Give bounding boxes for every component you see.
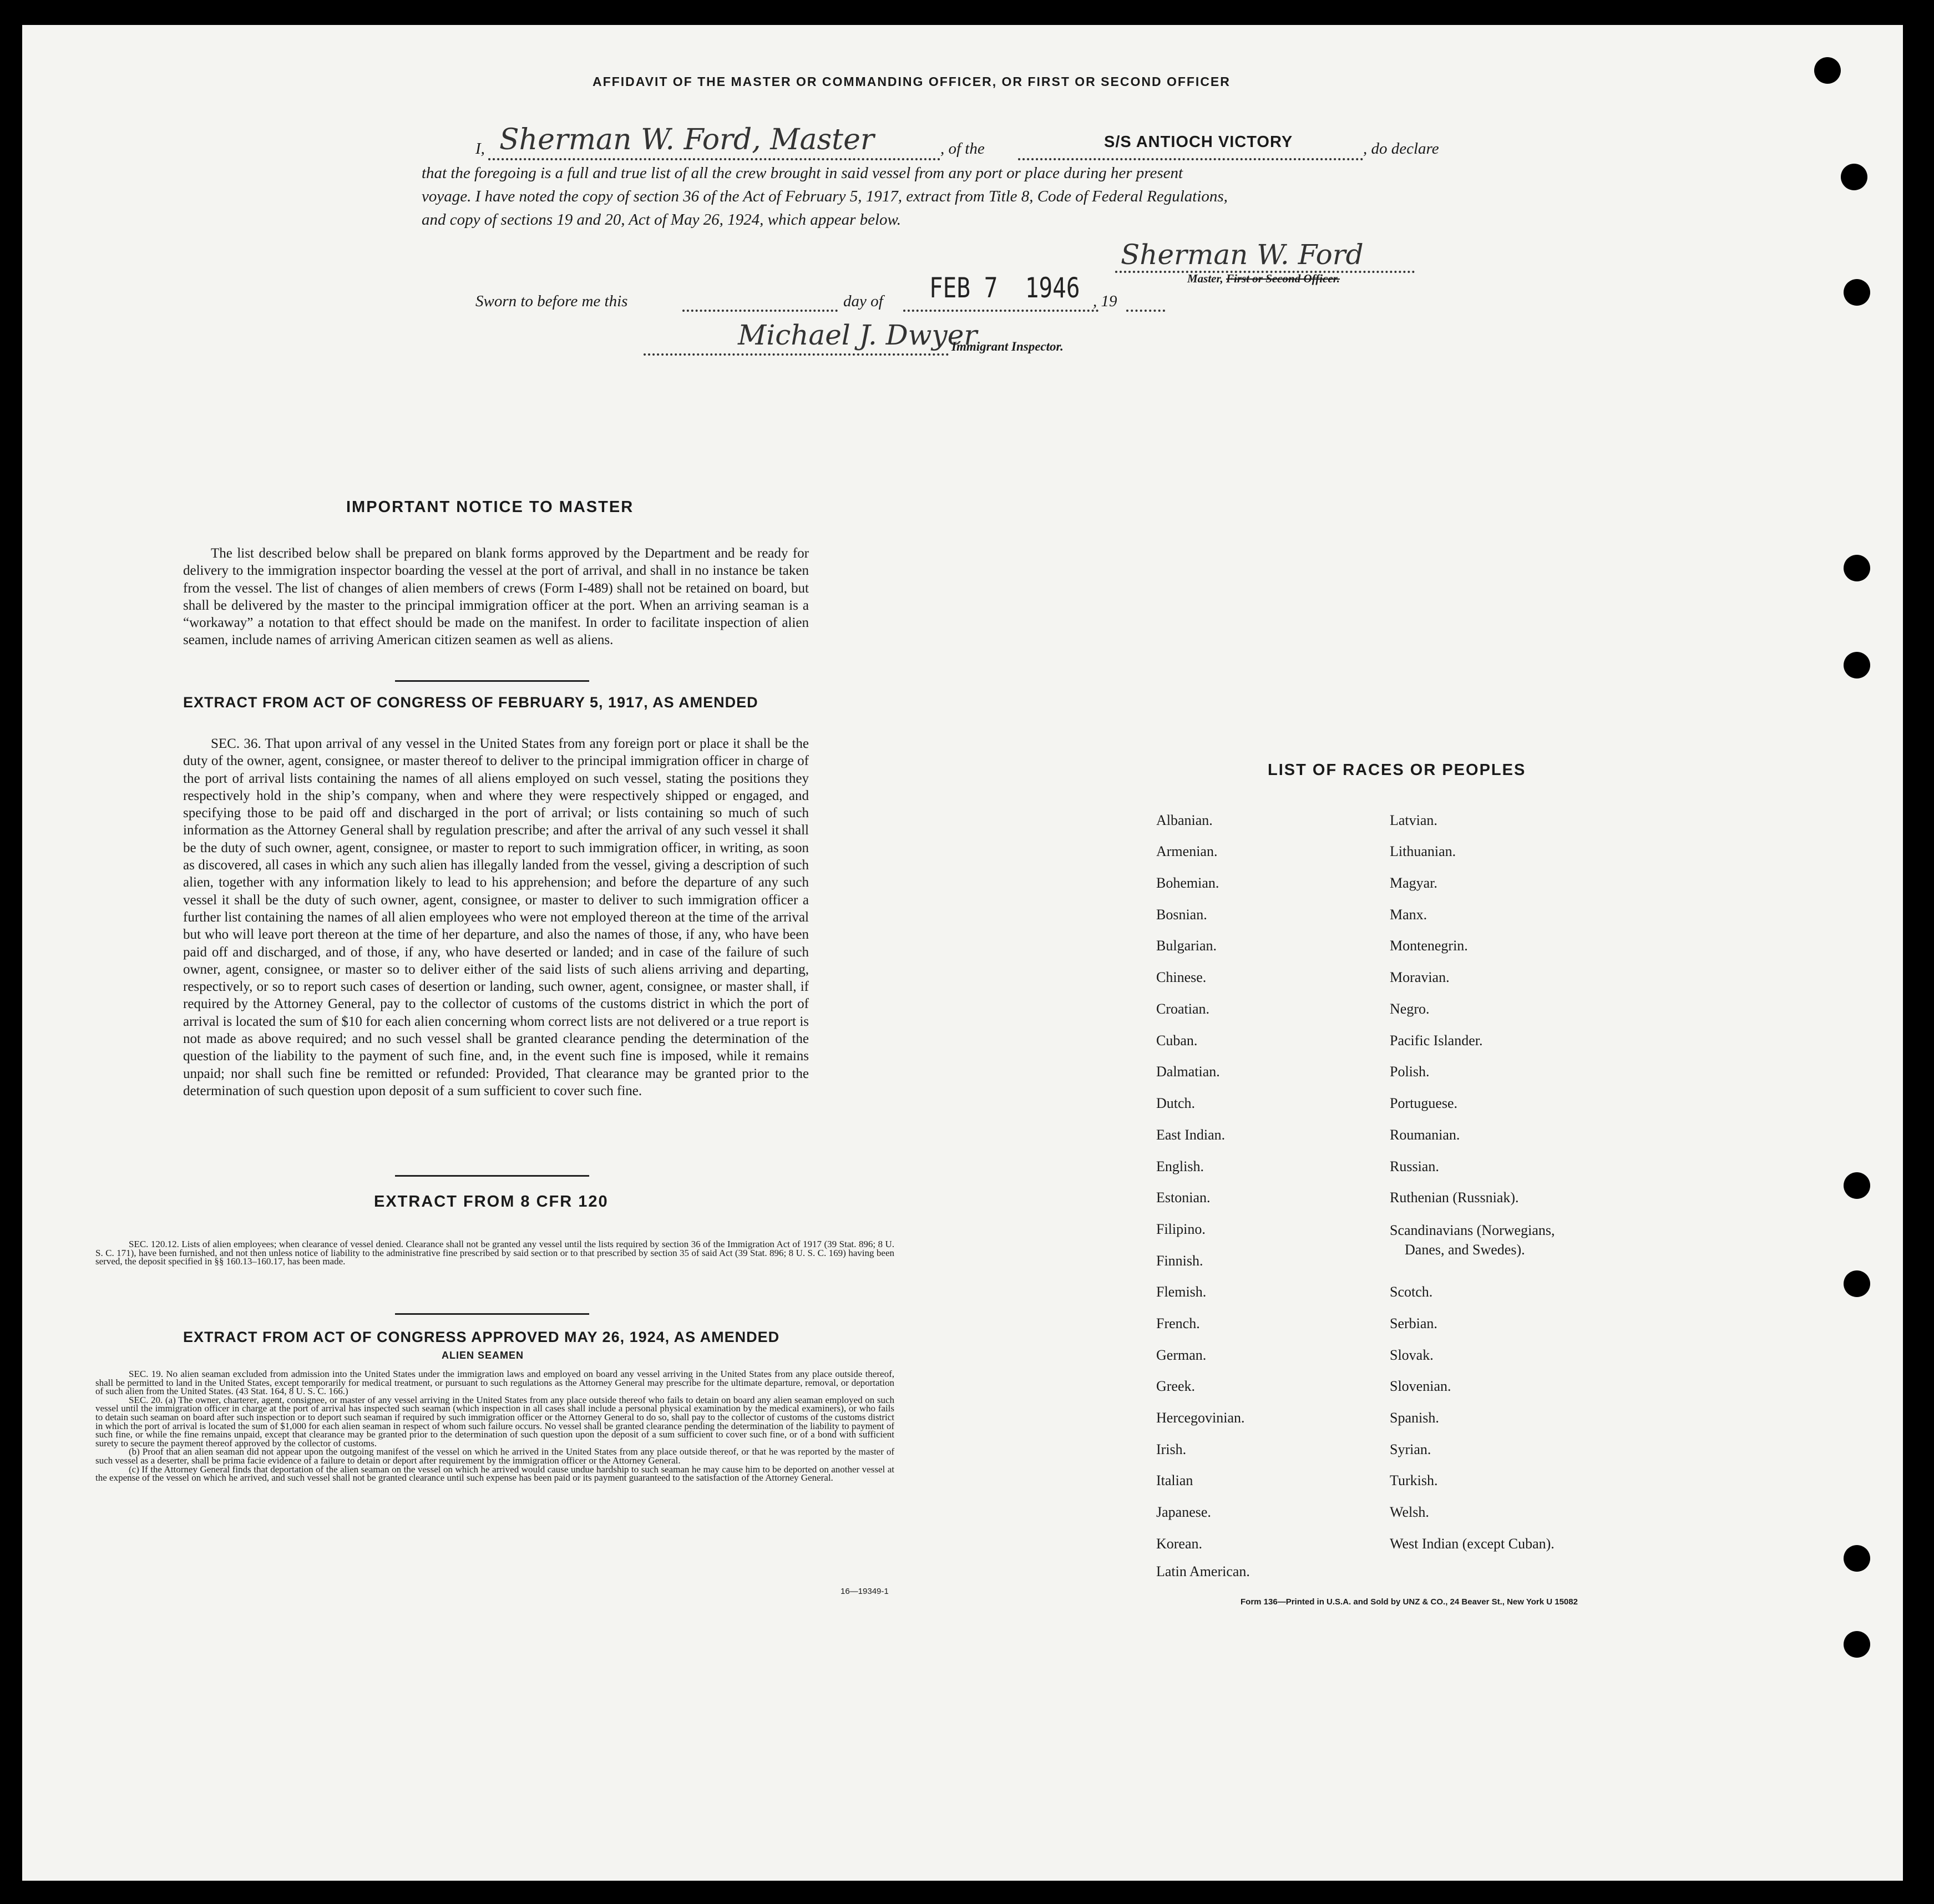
- inspector-signature: Michael J. Dwyer: [738, 319, 978, 351]
- divider-3: [395, 1313, 589, 1315]
- master-name-line: [488, 158, 940, 160]
- sec-20b: (b) Proof that an alien seaman did not appear upon the outgoing manifest of the vessel on which he arrived in the United States from any place outside thereof, or that he was reported by the master of such vessel as a deserter, shall be prima facie evidence of a failure to detain or deport after requirement by the immigration officer or the Attorney General.: [95, 1446, 894, 1466]
- race-item: Polish.: [1390, 1064, 1430, 1080]
- race-item: Roumanian.: [1390, 1127, 1460, 1143]
- vessel-name-line: [1018, 158, 1363, 160]
- signer-title: [1187, 272, 1340, 286]
- date-stamp: FEB 7 1946: [929, 272, 1080, 304]
- race-item: Moravian.: [1390, 969, 1450, 985]
- race-item: West Indian (except Cuban).: [1390, 1536, 1555, 1552]
- day-of-label: day of: [843, 292, 883, 310]
- inspector-signature-line: [644, 353, 949, 356]
- punch-hole-3: [1844, 279, 1870, 306]
- inspector-title: Immigrant Inspector.: [951, 340, 1064, 353]
- race-item: Manx.: [1390, 907, 1427, 923]
- sworn-day-line: [682, 310, 838, 312]
- sec-20a: SEC. 20. (a) The owner, charterer, agent, consignee, or master of any vessel arriving in the United States from any place outside thereof who fails to detain on board any alien seaman employed on such vessel until the immigration officer in charge at the port of arrival has inspected such seaman (which inspection in all cases shall include a personal physical examination by the medical examiners), or who fails to detain such seaman on board after such inspection or to deport such seaman if required by such immigration officer or the Attorney General to do so, shall pay to the collector of customs of the customs district in which the port of arrival is located the sum of $1,000 for each alien seaman in respect of whom such failure occurs. No vessel shall be granted clearance pending the determination of the liability to payment of such fine, or while the fine remains unpaid, except that clearance may be granted prior to the determination of such question upon the deposit of a sum sufficient to cover such fine, or of a bond with sufficient surety to secure the payment thereof approved by the collector of customs.: [95, 1394, 894, 1449]
- race-item: Slovak.: [1390, 1347, 1434, 1363]
- race-item: Turkish.: [1390, 1472, 1438, 1488]
- punch-hole-1: [1814, 57, 1841, 84]
- races-title: LIST OF RACES OR PEOPLES: [1268, 761, 1526, 779]
- race-item: Japanese.: [1156, 1504, 1211, 1520]
- sworn-year-line: [1126, 310, 1165, 312]
- race-item: Ruthenian (Russniak).: [1390, 1189, 1519, 1206]
- race-item: Armenian.: [1156, 843, 1218, 859]
- affidavit-title: AFFIDAVIT OF THE MASTER OR COMMANDING OFFICER, OR FIRST OR SECOND OFFICER: [593, 74, 1231, 89]
- race-item: East Indian.: [1156, 1127, 1226, 1143]
- race-item: Korean.: [1156, 1536, 1203, 1552]
- do-declare-label: , do declare: [1363, 140, 1439, 158]
- race-item: Bohemian.: [1156, 875, 1219, 891]
- extract-1917-body: SEC. 36. That upon arrival of any vessel in the United States from any foreign port or place it shall be the duty of the owner, agent, consignee, or master thereof to deliver to the principal immigration officer in charge of the port of arrival lists containing the names of all aliens employed on such vessel, stating the positions they respectively hold in the ship’s company, when and where they were respectively shipped or engaged, and specifying those to be paid off and discharged in the port of arrival; or lists containing so much of such information as the Attorney General shall by regulation prescribe; and after the arrival of any such vessel it shall be the duty of such owner, agent, consignee, or master to report to such immigration officer, in writing, as soon as discovered, all cases in which any such alien has illegally landed from the vessel, giving a description of such alien, together with any information likely to lead to his apprehension; and before the departure of any such vessel it shall be the duty of such owner, agent, consignee, or master to deliver to such immigration officer a further list containing the names of all alien employees who were not employed thereon at the time of the arrival but who will leave port thereon at the time of her departure, and also the names of those, if any, who have been paid off and discharged, and of those, if any, who have deserted or landed; and in case of the failure of such owner, agent, consignee, or master so to deliver either of the said lists of such aliens arriving and departing, respectively, or so to report such cases of desertion or landing, such owner, agent, consignee, or master shall, if required by the Attorney General, pay to the collector of customs of the customs district in which the port of arrival is located the sum of $10 for each alien concerning whom correct lists are not delivered or a true report is not made as above required; and no such vessel shall be granted clearance pending the determination of the question of the liability to the payment of such fine, and, in the event such fine is imposed, while it remains unpaid; nor shall such fine be remitted or refunded: Provided, That clearance may be granted prior to the determination of such question upon deposit of a sum sufficient to cover such fine.: [183, 736, 809, 1098]
- affidavit-i-label: I,: [475, 140, 485, 158]
- year-prefix: , 19: [1093, 292, 1117, 310]
- master-name-signature: Sherman W. Ford, Master: [499, 123, 874, 156]
- race-item: Flemish.: [1156, 1284, 1207, 1300]
- race-item: Spanish.: [1390, 1410, 1439, 1426]
- race-item: Latvian.: [1390, 812, 1437, 828]
- sworn-month-line: [903, 310, 1098, 312]
- printer-footer: Form 136—Printed in U.S.A. and Sold by UNZ & CO., 24 Beaver St., New York U 15082: [1241, 1597, 1578, 1607]
- race-item: Lithuanian.: [1390, 843, 1456, 859]
- extract-cfr-title: EXTRACT FROM 8 CFR 120: [374, 1193, 609, 1211]
- race-item: Pacific Islander.: [1390, 1032, 1483, 1049]
- sec-19: SEC. 19. No alien seaman excluded from admission into the United States under the immigration laws and employed on board any vessel arriving in the United States from any place outside thereof, shall be permitted to land in the United States, except temporarily for medical treatment, or pursuant to such regulations as the Attorney General may prescribe for the ultimate departure, removal, or deportation of such alien from the United States. (43 Stat. 164, 8 U. S. C. 166.): [95, 1369, 894, 1397]
- vessel-name: S/S ANTIOCH VICTORY: [1104, 133, 1293, 151]
- punch-hole-7: [1844, 1270, 1870, 1297]
- sec-20c: (c) If the Attorney General finds that deportation of the alien seaman on the vessel on which he arrived would cause undue hardship to such seaman he may cause him to be deported on another vessel at the expense of the vessel on which he arrived, and such vessel shall not be granted clearance until such expense has been paid or its payment guaranteed to the satisfaction of the Attorney General.: [95, 1464, 894, 1483]
- race-item: Chinese.: [1156, 969, 1207, 985]
- extract-1924-title: EXTRACT FROM ACT OF CONGRESS APPROVED MAY 26, 1924, AS AMENDED: [183, 1329, 780, 1345]
- affidavit-line-4: and copy of sections 19 and 20, Act of May 26, 1924, which appear below.: [422, 211, 901, 229]
- race-item: English.: [1156, 1158, 1204, 1174]
- signer-title-struck: First or Second Officer.: [1226, 272, 1340, 285]
- affidavit-line-2: that the foregoing is a full and true list of all the crew brought in said vessel from any port or place during her present: [422, 164, 1183, 182]
- affidavit-line-3: voyage. I have noted the copy of section 36 of the Act of February 5, 1917, extract from Title 8, Code of Federal Regulations,: [422, 188, 1228, 205]
- form-code: 16—19349-1: [841, 1587, 889, 1596]
- signer-title-master: Master,: [1187, 272, 1227, 285]
- punch-hole-9: [1844, 1631, 1870, 1658]
- divider-2: [395, 1175, 589, 1177]
- race-item: Bulgarian.: [1156, 938, 1217, 954]
- race-item: Latin American.: [1156, 1563, 1250, 1579]
- of-the-label: , of the: [940, 140, 985, 158]
- race-item: Dutch.: [1156, 1095, 1196, 1111]
- notice-title: IMPORTANT NOTICE TO MASTER: [346, 498, 634, 516]
- race-item: Magyar.: [1390, 875, 1437, 891]
- punch-hole-8: [1844, 1545, 1870, 1572]
- race-item: Montenegrin.: [1390, 938, 1468, 954]
- race-item: Filipino.: [1156, 1221, 1206, 1237]
- race-item: Russian.: [1390, 1158, 1439, 1174]
- race-item: Cuban.: [1156, 1032, 1198, 1049]
- extract-1924-body: [95, 1370, 894, 1482]
- race-item: Estonian.: [1156, 1189, 1211, 1206]
- race-item: German.: [1156, 1347, 1207, 1363]
- race-item: French.: [1156, 1315, 1200, 1331]
- extract-1917-title: EXTRACT FROM ACT OF CONGRESS OF FEBRUARY 5, 1917, AS AMENDED: [183, 694, 758, 711]
- race-item: Hercegovinian.: [1156, 1410, 1245, 1426]
- race-item: Slovenian.: [1390, 1378, 1451, 1394]
- race-item: Bosnian.: [1156, 907, 1207, 923]
- race-item: Danes, and Swedes).: [1405, 1242, 1525, 1258]
- race-item: Greek.: [1156, 1378, 1196, 1394]
- extract-cfr-body: SEC. 120.12. Lists of alien employees; when clearance of vessel denied. Clearance shall not be granted any vessel until the lists required by section 36 of the Immigration Act of 1917 (39 Stat. 896; 8 U. S. C. 171), have been furnished, and not then unless notice of liability to the administrative fine prescribed by said section or to that prescribed by section 35 of said Act (39 Stat. 896; 8 U. S. C. 169) having been served, the deposit specified in §§ 160.13–160.17, has been made.: [95, 1239, 894, 1267]
- divider-1: [395, 680, 589, 682]
- race-item: Finnish.: [1156, 1253, 1203, 1269]
- race-item: Irish.: [1156, 1441, 1187, 1457]
- race-item: Portuguese.: [1390, 1095, 1458, 1111]
- notice-body: The list described below shall be prepared on blank forms approved by the Department and be ready for delivery to the immigration inspector boarding the vessel at the port of arrival, and shall in no instance be taken from the vessel. The list of changes of alien members of crews (Form I-489) shall not be retained on board, but shall be delivered by the master to the principal immigration officer at the port. When an arriving seaman is a “workaway” a notation to that effect should be made on the manifest. In order to facilitate inspection of alien seamen, include names of arriving American citizen seamen as well as aliens.: [183, 546, 809, 648]
- punch-hole-4: [1844, 555, 1870, 581]
- race-item: Serbian.: [1390, 1315, 1437, 1331]
- sworn-label: Sworn to before me this: [475, 292, 628, 310]
- punch-hole-2: [1841, 164, 1867, 190]
- race-item: Albanian.: [1156, 812, 1213, 828]
- race-item: Croatian.: [1156, 1001, 1210, 1017]
- extract-1924-subtitle: ALIEN SEAMEN: [442, 1350, 524, 1361]
- master-signature: Sherman W. Ford: [1121, 239, 1364, 271]
- race-item: Syrian.: [1390, 1441, 1431, 1457]
- race-item: Negro.: [1390, 1001, 1430, 1017]
- race-item: Italian: [1156, 1472, 1193, 1488]
- race-item: Dalmatian.: [1156, 1064, 1220, 1080]
- race-item: Welsh.: [1390, 1504, 1429, 1520]
- race-item: Scandinavians (Norwegians,: [1390, 1222, 1555, 1238]
- race-item: Scotch.: [1390, 1284, 1433, 1300]
- punch-hole-6: [1844, 1172, 1870, 1199]
- punch-hole-5: [1844, 652, 1870, 678]
